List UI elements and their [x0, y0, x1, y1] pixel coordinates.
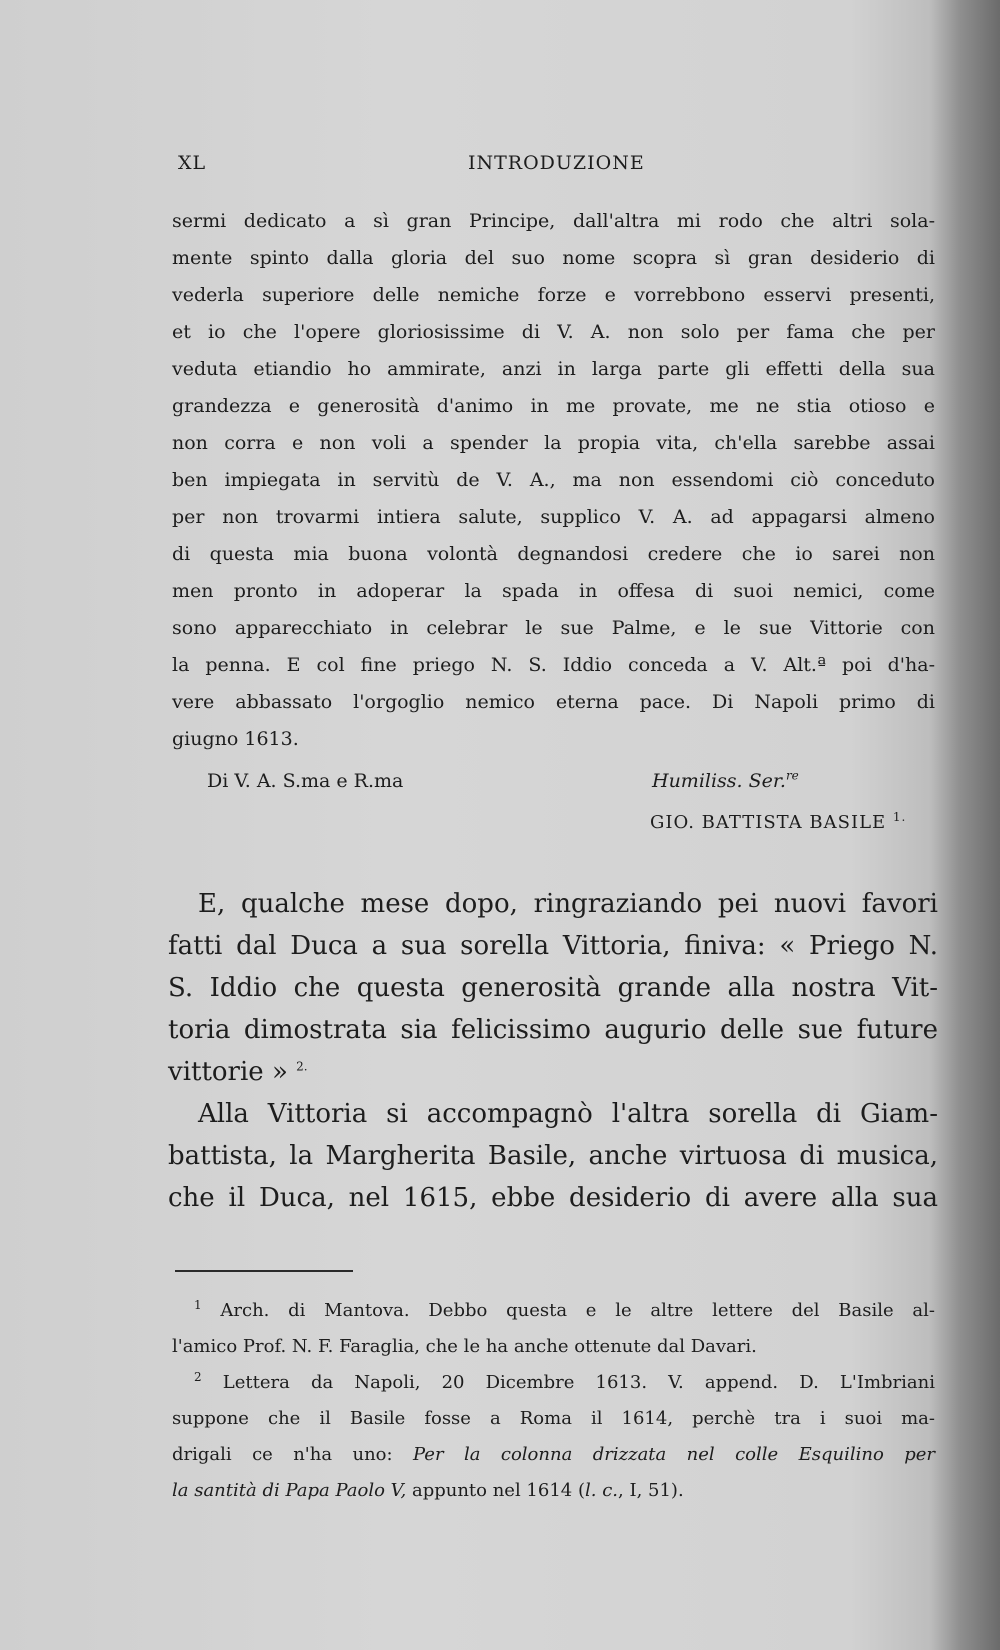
- letter-line: vere abbassato l'orgoglio nemico eterna pace. Di Napoli primo di: [172, 691, 935, 713]
- body-line: che il Duca, nel 1615, ebbe desiderio di avere alla sua: [168, 1183, 938, 1213]
- letter-line: di questa mia buona volontà degnandosi credere che io sarei non: [172, 543, 935, 565]
- footnote-2-line: [172, 1473, 935, 1509]
- letter-line: non corra e non voli a spender la propia vita, ch'ella sarebbe assai: [172, 432, 935, 454]
- letter-line: grandezza e generosità d'animo in me provate, me ne stia otioso e: [172, 395, 935, 417]
- letter-line: ben impiegata in servitù de V. A., ma non essendomi ciò conceduto: [172, 469, 935, 491]
- signature-name: [650, 812, 906, 833]
- footnote-2-line: suppone che il Basile fosse a Roma il 1614, perchè tra i suoi ma-: [172, 1408, 935, 1429]
- footnote-2-line: [172, 1365, 935, 1401]
- body-line: E, qualche mese dopo, ringraziando pei nuovi favori: [198, 889, 938, 919]
- footnote-ref-2: 2.: [296, 1059, 308, 1074]
- closing-humiliss-sup: re: [785, 768, 799, 783]
- footnote-1-line: l'amico Prof. N. F. Faraglia, che le ha anche ottenute dal Davari.: [172, 1336, 757, 1357]
- letter-line: sono apparecchiato in celebrar le sue Palme, e le sue Vittorie con: [172, 617, 935, 639]
- letter-line: la penna. E col fine priego N. S. Iddio conceda a V. Alt.ª poi d'ha-: [172, 654, 935, 676]
- quoted-letter: [172, 203, 935, 758]
- closing-salutation: Di V. A. S.ma e R.ma: [207, 770, 404, 792]
- letter-line: per non trovarmi intiera salute, supplico V. A. ad appagarsi almeno: [172, 506, 935, 528]
- letter-line: men pronto in adoperar la spada in offesa di suoi nemici, come: [172, 580, 935, 602]
- footnote-rule: [175, 1270, 353, 1272]
- letter-line: sermi dedicato a sì gran Principe, dall'altra mi rodo che altri sola-: [172, 210, 935, 232]
- body-line: S. Iddio che questa generosità grande alla nostra Vit-: [168, 973, 938, 1003]
- body-line-text: vittorie »: [168, 1057, 288, 1087]
- body-line: [168, 1051, 938, 1093]
- footnote-2-italic: la santità di Papa Paolo V,: [172, 1480, 407, 1501]
- footnotes: [172, 1293, 935, 1509]
- footnote-2-italic: Per la colonna drizzata nel colle Esquilino per: [413, 1444, 935, 1465]
- running-title: INTRODUZIONE: [468, 152, 645, 174]
- signature-name-text: GIO. BATTISTA BASILE: [650, 812, 887, 833]
- letter-line: giugno 1613.: [172, 728, 299, 750]
- footnote-2-italic: l. c.: [585, 1480, 619, 1501]
- footnote-2-text: drigali ce n'ha uno:: [172, 1444, 413, 1465]
- body-paragraphs: [168, 883, 938, 1219]
- page-folio: XL: [178, 152, 207, 174]
- body-line: toria dimostrata sia felicissimo augurio delle sue future: [168, 1015, 938, 1045]
- running-header: [170, 152, 940, 182]
- body-line: fatti dal Duca a sua sorella Vittoria, finiva: « Priego N.: [168, 931, 938, 961]
- letter-line: veduta etiandio ho ammirate, anzi in larga parte gli effetti della sua: [172, 358, 935, 380]
- body-line: Alla Vittoria si accompagnò l'altra sorella di Giam-: [198, 1099, 938, 1129]
- footnote-2-text: , I, 51).: [618, 1480, 684, 1501]
- letter-line: vederla superiore delle nemiche forze e vorrebbono esservi presenti,: [172, 284, 935, 306]
- footnote-1-text: Arch. di Mantova. Debbo questa e le altre lettere del Basile al-: [220, 1300, 935, 1321]
- closing-humiliss: [652, 770, 799, 792]
- body-line: battista, la Margherita Basile, anche virtuosa di musica,: [168, 1141, 938, 1171]
- letter-line: et io che l'opere gloriosissime di V. A. non solo per fama che per: [172, 321, 935, 343]
- footnote-ref-1: 1.: [892, 810, 907, 824]
- footnote-2-mark: 2: [194, 1370, 202, 1384]
- letter-line: mente spinto dalla gloria del suo nome scopra sì gran desiderio di: [172, 247, 935, 269]
- footnote-1-mark: 1: [194, 1298, 202, 1312]
- footnote-2-text: appunto nel 1614 (: [406, 1480, 585, 1501]
- footnote-2-text: Lettera da Napoli, 20 Dicembre 1613. V. append. D. L'Imbriani: [222, 1372, 935, 1393]
- closing-humiliss-text: Humiliss. Ser.: [652, 770, 786, 792]
- footnote-1-line: [172, 1293, 935, 1329]
- footnote-2-line: [172, 1437, 935, 1473]
